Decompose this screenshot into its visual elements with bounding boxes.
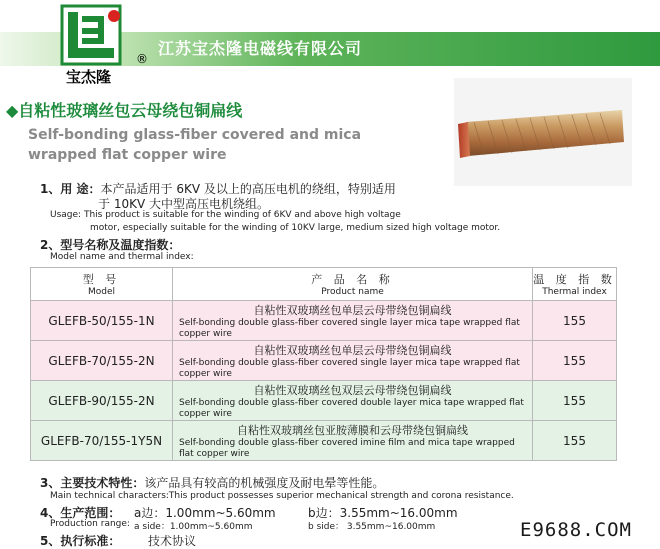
table-header-row (31, 268, 617, 301)
standard-label-zh: 5、执行标准： (40, 534, 121, 548)
cell-thermal-index: 155 (533, 421, 617, 461)
tech-text-en: This product possesses superior mechanical strength and corona resistance. (168, 491, 514, 501)
table-row (31, 341, 617, 381)
range-label-en: Production range: (50, 519, 130, 529)
spec-table (30, 267, 617, 461)
usage-label-en: Usage: (50, 210, 82, 220)
table-row (31, 381, 617, 421)
cell-model: GLEFB-70/155-1Y5N (31, 421, 173, 461)
range-label-zh: 4、生产范围： (40, 506, 121, 520)
range-b-en: b side： 3.55mm~16.00mm (308, 522, 436, 532)
cell-product-name: 自粘性双玻璃丝包单层云母带绕包铜扁线 Self-bonding double glass-fiber covered single layer mica tape wrapped flat copper wire (173, 341, 533, 381)
header-product-name: 产 品 名 称 Product name (173, 268, 533, 301)
company-name: 江苏宝杰隆电磁线有限公司 (158, 39, 363, 58)
product-title-en-line2: wrapped flat copper wire (28, 147, 227, 163)
cell-model: GLEFB-90/155-2N (31, 381, 173, 421)
header-thermal-index: 温 度 指 数 Thermal index (533, 268, 617, 301)
usage-label-zh: 1、用 途： (40, 182, 101, 196)
tech-text-zh: 该产品具有较高的机械强度及耐电晕等性能。 (144, 476, 385, 490)
table-row (31, 421, 617, 461)
product-photo (454, 78, 632, 186)
range-a-en: a side：1.00mm~5.60mm (134, 522, 253, 532)
range-b-zh: b边：3.55mm~16.00mm (308, 506, 458, 520)
tech-en-line (50, 491, 514, 501)
product-title-zh: ◆自粘性玻璃丝包云母绕包铜扁线 (6, 101, 243, 120)
usage-text-zh2: 于 10KV 大中型高压电机绕组。 (98, 197, 269, 211)
usage-en-line1 (50, 210, 401, 220)
cell-thermal-index: 155 (533, 301, 617, 341)
logo-text: 宝杰隆 (66, 68, 112, 86)
usage-text-zh1: 本产品适用于 6KV 及以上的高压电机的绕组，特别适用 (100, 182, 396, 196)
header-model: 型 号 Model (31, 268, 173, 301)
tech-label-zh: 3、主要技术特性： (40, 476, 145, 490)
usage-text-en2: motor, especially suitable for the winding of 10KV large, medium sized high voltage motor. (90, 223, 501, 233)
model-section-label-zh: 2、型号名称及温度指数： (40, 238, 181, 252)
cell-product-name: 自粘性双玻璃丝包亚胺薄膜和云母带绕包铜扁线 Self-bonding double glass-fiber covered imine film and mica tape wrapped flat copper wire (173, 421, 533, 461)
cell-thermal-index: 155 (533, 341, 617, 381)
registered-mark: ® (136, 52, 148, 66)
site-watermark: E9688.COM (520, 519, 632, 541)
tech-label-en: Main technical characters: (50, 491, 169, 501)
tech-zh-line (40, 474, 384, 491)
cell-product-name: 自粘性双玻璃丝包单层云母带绕包铜扁线 Self-bonding double glass-fiber covered single layer mica tape wrapped flat copper wire (173, 301, 533, 341)
table-row (31, 301, 617, 341)
product-title-en-line1: Self-bonding glass-fiber covered and mica (28, 127, 362, 143)
model-section-label-en: Model name and thermal index: (50, 252, 194, 262)
standard-text-zh: 技术协议 (148, 534, 197, 548)
usage-text-en1: This product is suitable for the winding of 6KV and above high voltage (83, 210, 401, 220)
cell-product-name: 自粘性双玻璃丝包双层云母带绕包铜扁线 Self-bonding double glass-fiber covered double layer mica tape wrapped flat copper wire (173, 381, 533, 421)
cell-model: GLEFB-50/155-1N (31, 301, 173, 341)
cell-model: GLEFB-70/155-2N (31, 341, 173, 381)
cell-thermal-index: 155 (533, 381, 617, 421)
range-a-zh: a边：1.00mm~5.60mm (134, 506, 276, 520)
